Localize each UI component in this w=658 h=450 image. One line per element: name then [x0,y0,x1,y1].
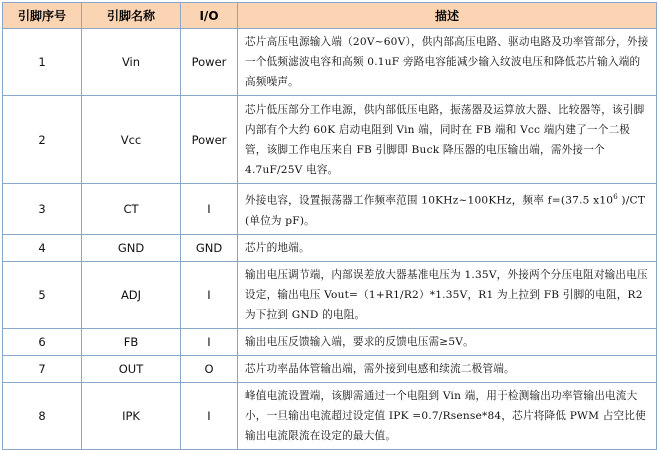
pin-number: 5 [3,261,82,328]
pin-io: I [181,261,238,328]
header-io: I/O [181,3,238,29]
pin-number: 6 [3,328,82,355]
pin-io: Power [181,29,238,96]
pin-number: 7 [3,355,82,382]
pin-description: 输出电压反馈输入端，要求的反馈电压需≥5V。 [238,328,657,355]
header-description: 描述 [238,3,657,29]
pin-number: 3 [3,184,82,235]
table-header-row [3,3,657,29]
pin-name: GND [82,234,181,261]
pin-io: Power [181,96,238,184]
pin-name: Vcc [82,96,181,184]
header-pin-name: 引脚名称 [82,3,181,29]
pin-name: Vin [82,29,181,96]
pin-name: ADJ [82,261,181,328]
pin-description: 芯片功率晶体管输出端，需外接到电感和续流二极管端。 [238,355,657,382]
table-row [3,328,657,355]
pin-io: I [181,328,238,355]
pin-description-table-wrapper [2,2,656,450]
pin-description: 峰值电流设置端，该脚需通过一个电阻到 Vin 端，用于检测输出功率管输出电流大小，一旦输出电流超过设定值 IPK =0.7/Rsense*84，芯片将降低 PWM 占空比使输出电流限流在设定的最大值。 [238,382,657,449]
pin-io: I [181,382,238,449]
header-pin-number: 引脚序号 [3,3,82,29]
pin-number: 2 [3,96,82,184]
pin-name: IPK [82,382,181,449]
pin-description [238,184,657,235]
table-row [3,355,657,382]
table-row [3,184,657,235]
table-row [3,29,657,96]
pin-name: OUT [82,355,181,382]
pin-description: 芯片高压电源输入端（20V~60V），供内部高压电路、驱动电路及功率管部分，外接一个低频滤波电容和高频 0.1uF 旁路电容能减少输入纹波电压和降低芯片输入端的高频噪声。 [238,29,657,96]
pin-number: 1 [3,29,82,96]
table-row [3,382,657,449]
pin-number: 8 [3,382,82,449]
table-row [3,96,657,184]
frequency-exponent: 6 [613,193,618,201]
pin-description: 输出电压调节端，内部误差放大器基准电压为 1.35V，外接两个分压电阻对输出电压设定，输出电压 Vout=（1+R1/R2）*1.35V，R1 为上拉到 FB 引脚的电阻，R2 为下拉到 GND 的电阻。 [238,261,657,328]
pin-name: CT [82,184,181,235]
pin-description-table [2,2,657,450]
pin-number: 4 [3,234,82,261]
pin-description: 芯片低压部分工作电源，供内部低压电路，振荡器及运算放大器、比较器等，该引脚内部有个大约 60K 启动电阻到 Vin 端，同时在 FB 端和 Vcc 端内建了一个二极管，该脚工作电压来自 FB 引脚即 Buck 降压器的电压输出端，需外接一个 4.7uF/25V 电容。 [238,96,657,184]
frequency-formula-start: 外接电容，设置振荡器工作频率范围 10KHz~100KHz，频率 f=(37.5 x10 [245,194,614,207]
pin-io: I [181,184,238,235]
pin-io: GND [181,234,238,261]
table-row [3,234,657,261]
frequency-formula-end: )/CT (单位为 pF)。 [245,194,646,227]
pin-io: O [181,355,238,382]
pin-name: FB [82,328,181,355]
table-row [3,261,657,328]
pin-description: 芯片的地端。 [238,234,657,261]
